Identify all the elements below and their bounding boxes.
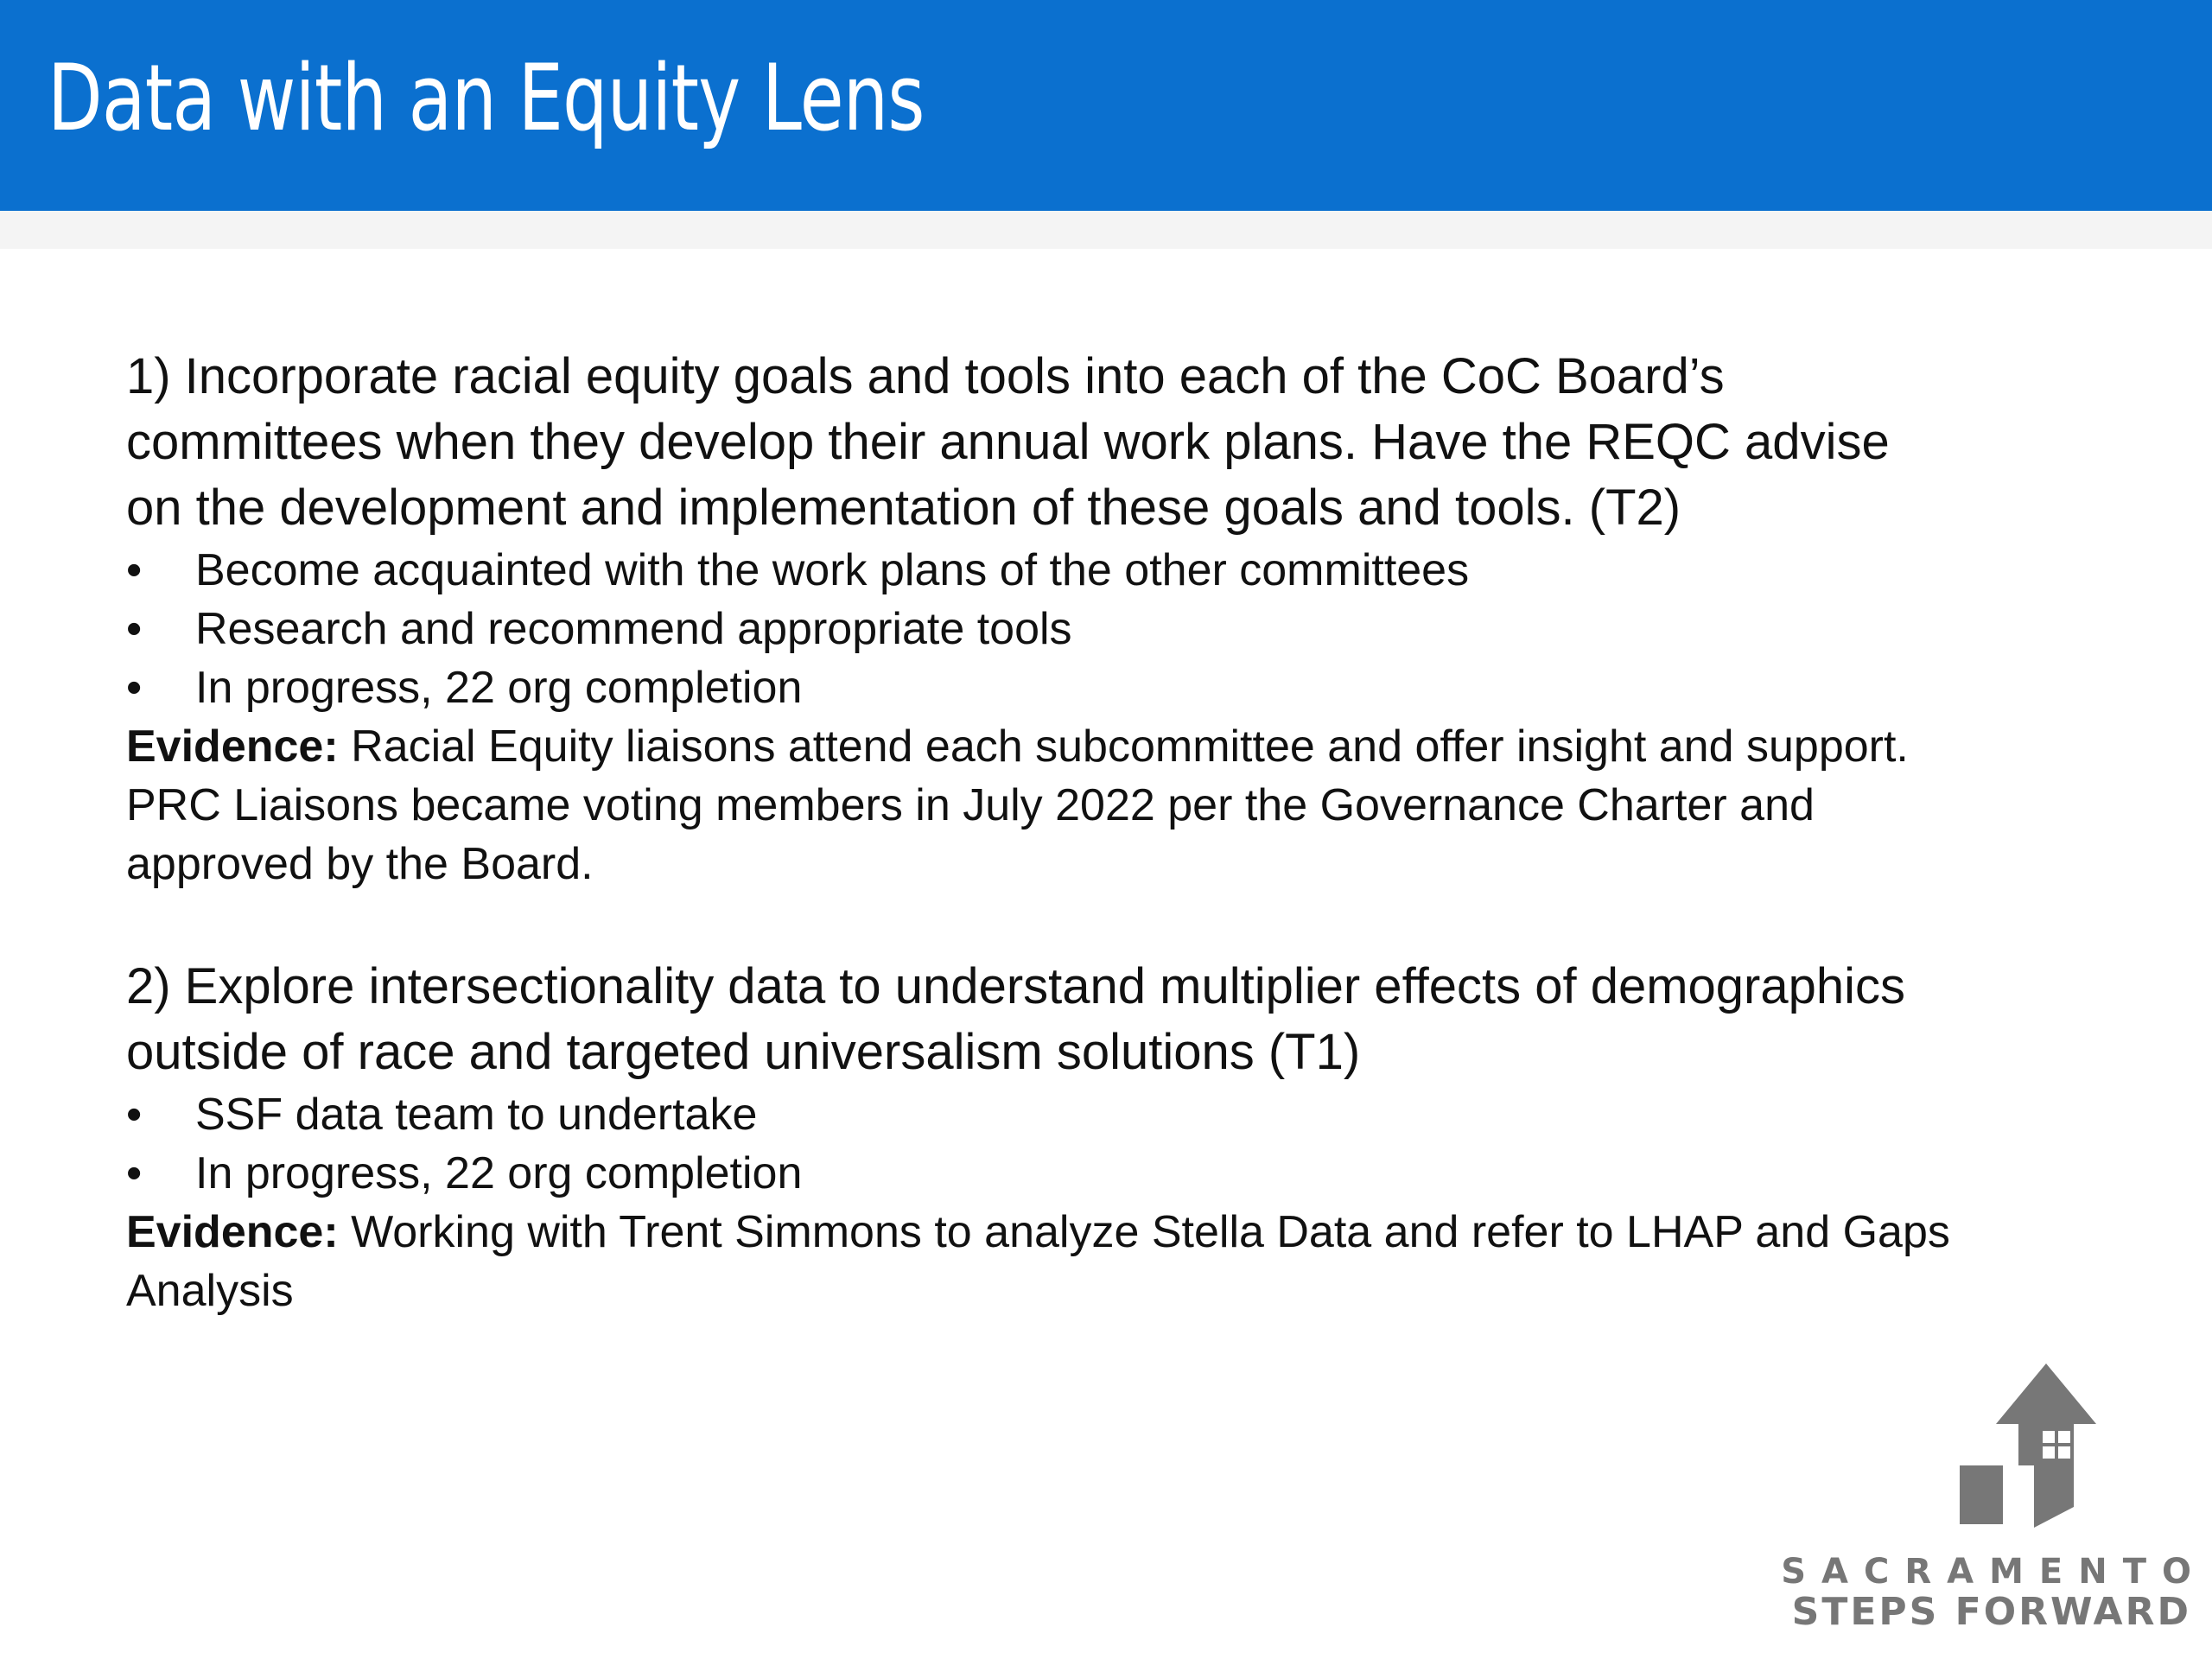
bullet-item: • In progress, 22 org completion	[126, 658, 1958, 717]
item-bullets	[126, 1085, 1958, 1203]
item-heading: 1) Incorporate racial equity goals and tools into each of the CoC Board’s committees when they develop their annual work plans. Have the REQC advise on the development and implementation of these goals and tools. (T2)	[126, 348, 1890, 536]
item-bullets	[126, 541, 1958, 717]
title-bar	[0, 0, 2212, 211]
header-shadow-band	[0, 211, 2212, 249]
sacramento-steps-forward-logo	[1781, 1360, 2207, 1634]
evidence-label: Evidence:	[126, 1207, 339, 1257]
evidence-paragraph	[126, 1203, 1958, 1320]
slide-content	[126, 344, 1958, 1320]
bullet-item: • Become acquainted with the work plans of the other committees	[126, 541, 1958, 600]
evidence-text: Working with Trent Simmons to analyze Stella Data and refer to LHAP and Gaps Analysis	[126, 1207, 1950, 1316]
logo-line-1: SACRAMENTO	[1781, 1552, 2207, 1592]
evidence-paragraph	[126, 717, 1958, 893]
item-2	[126, 954, 1958, 1320]
house-icon	[1951, 1360, 2107, 1533]
bullet-item: • In progress, 22 org completion	[126, 1144, 1958, 1203]
bullet-item: • Research and recommend appropriate tools	[126, 600, 1958, 658]
logo-line-2: STEPS FORWARD	[1791, 1590, 2191, 1634]
item-1	[126, 344, 1958, 893]
spacer	[126, 893, 1958, 954]
item-heading: 2) Explore intersectionality data to understand multiplier effects of demographics outside of race and targeted universalism solutions (T1)	[126, 958, 1906, 1080]
evidence-text: Racial Equity liaisons attend each subcommittee and offer insight and support. PRC Liaisons became voting members in July 2022 per the Governance Charter and approved by the Board.	[126, 721, 1909, 889]
evidence-label: Evidence:	[126, 721, 339, 772]
bullet-item: • SSF data team to undertake	[126, 1085, 1958, 1144]
slide-title: Data with an Equity Lens	[48, 45, 925, 151]
